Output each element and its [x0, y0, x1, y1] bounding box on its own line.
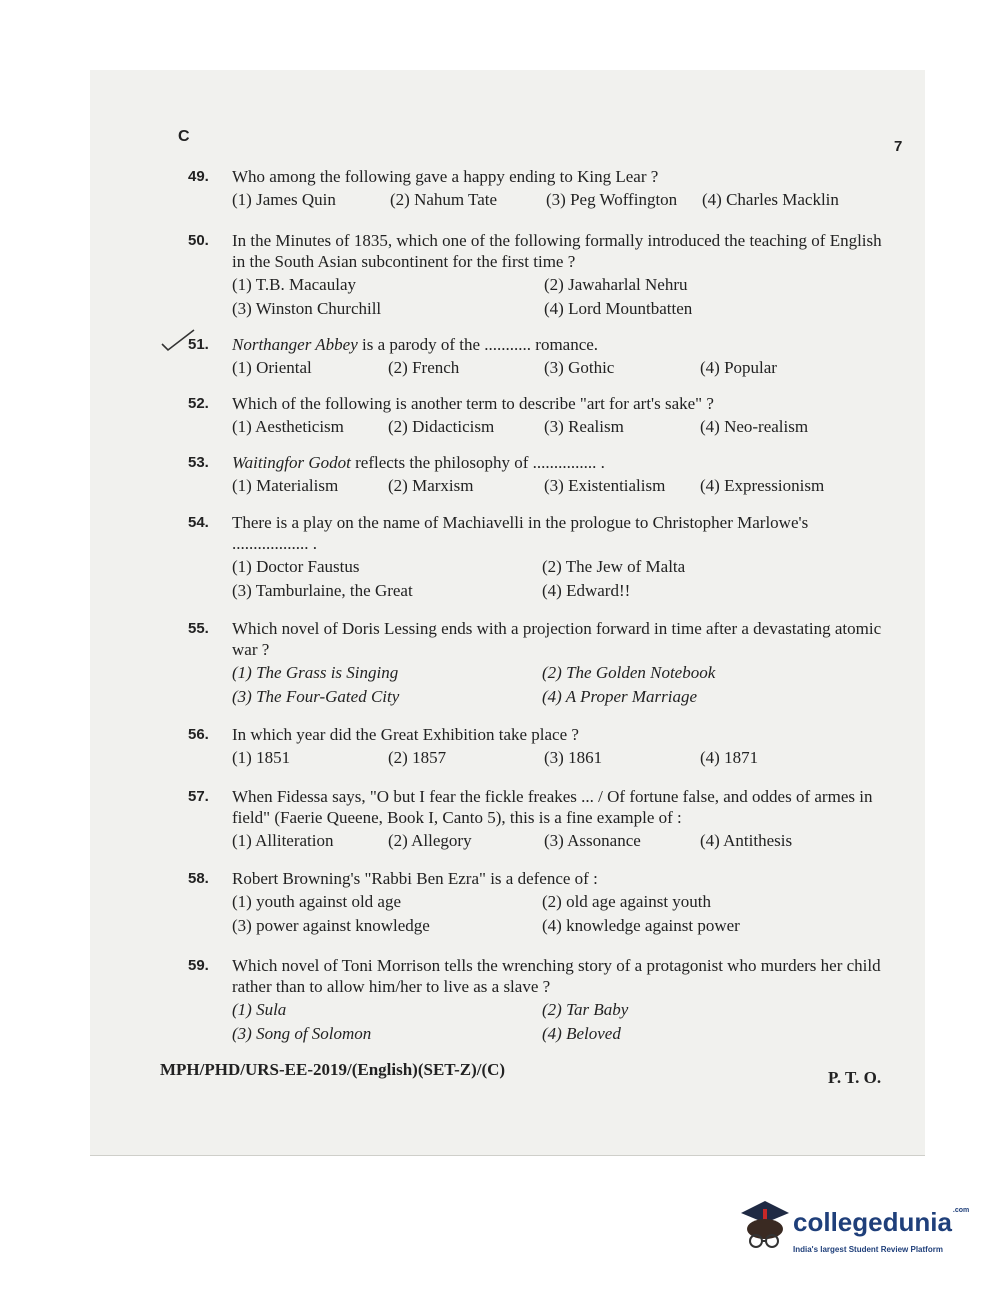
options-row — [232, 828, 888, 852]
question-text: Northanger Abbey is a parody of the ........... romance. — [232, 335, 599, 354]
options-row — [232, 1021, 888, 1045]
option: (2) Didacticism — [388, 417, 495, 436]
option: (1) youth against old age — [232, 892, 402, 911]
option: (1) Doctor Faustus — [232, 557, 360, 576]
option: (4) Antithesis — [700, 831, 793, 850]
set-label: C — [178, 128, 190, 145]
options-row — [232, 355, 888, 379]
logo-tagline: India's largest Student Review Platform — [793, 1245, 943, 1254]
options-row — [232, 187, 888, 211]
options-row — [232, 660, 888, 684]
question-text: Waitingfor Godot reflects the philosophy of ............... . — [232, 453, 605, 472]
option: (4) Popular — [700, 358, 777, 377]
question-58 — [188, 868, 888, 937]
options-row — [232, 554, 888, 578]
option: (1) Alliteration — [232, 831, 334, 850]
option: (2) French — [388, 358, 460, 377]
options-row — [232, 473, 888, 497]
option: (4) Beloved — [542, 1024, 621, 1043]
option: (2) The Jew of Malta — [542, 557, 686, 576]
option: (3) Realism — [544, 417, 624, 436]
question-number: 55. — [188, 620, 209, 637]
option: (1) James Quin — [232, 190, 336, 209]
question-number: 59. — [188, 957, 209, 974]
option: (3) Winston Churchill — [232, 299, 382, 318]
paper-code: MPH/PHD/URS-EE-2019/(English)(SET-Z)/(C) — [160, 1060, 506, 1079]
question-number: 52. — [188, 395, 209, 412]
option: (3) Song of Solomon — [232, 1024, 372, 1043]
option: (3) Existentialism — [544, 476, 666, 495]
question-50 — [188, 230, 888, 320]
question-number: 57. — [188, 788, 209, 805]
options-row — [232, 578, 888, 602]
option: (1) T.B. Macaulay — [232, 275, 356, 294]
option: (3) Gothic — [544, 358, 615, 377]
options-row — [232, 997, 888, 1021]
option: (3) 1861 — [544, 748, 603, 767]
question-55 — [188, 618, 888, 708]
question-number: 58. — [188, 870, 209, 887]
option: (1) Sula — [232, 1000, 287, 1019]
option: (2) old age against youth — [542, 892, 712, 911]
options-row — [232, 913, 888, 937]
logo-wordmark: collegedunia$^{.com}$ — [793, 1207, 970, 1237]
options-row — [232, 414, 888, 438]
question-text: Which novel of Toni Morrison tells the wrenching story of a protagonist who murders her child rather than to allow him/her to live as a slave ? — [232, 956, 881, 996]
option: (2) The Golden Notebook — [542, 663, 716, 682]
option: (1) Materialism — [232, 476, 339, 495]
question-number: 56. — [188, 726, 209, 743]
question-51 — [188, 334, 888, 379]
question-text: Who among the following gave a happy ending to King Lear ? — [232, 167, 659, 186]
option: (3) Assonance — [544, 831, 641, 850]
question-49 — [188, 166, 888, 211]
question-text: In the Minutes of 1835, which one of the following formally introduced the teaching of English in the South Asian subcontinent for the first time ? — [232, 231, 882, 271]
option: (4) knowledge against power — [542, 916, 740, 935]
question-number: 51. — [188, 336, 209, 353]
collegedunia-logo — [735, 1195, 970, 1265]
question-number: 49. — [188, 168, 209, 185]
question-text: There is a play on the name of Machiavelli in the prologue to Christopher Marlowe's .................. . — [232, 513, 809, 553]
option: (2) Jawaharlal Nehru — [544, 275, 688, 294]
option: (3) Peg Woffington — [546, 190, 678, 209]
question-text: In which year did the Great Exhibition take place ? — [232, 725, 579, 744]
question-text: Robert Browning's "Rabbi Ben Ezra" is a defence of : — [232, 869, 598, 888]
work-title: Waitingfor Godot — [232, 453, 351, 472]
option: (4) Edward!! — [542, 581, 631, 600]
option: (4) 1871 — [700, 748, 759, 767]
option: (2) Nahum Tate — [390, 190, 498, 209]
option: (4) Lord Mountbatten — [544, 299, 693, 318]
options-row — [232, 296, 888, 320]
please-turn-over: P. T. O. — [828, 1068, 882, 1087]
option: (4) Neo-realism — [700, 417, 809, 436]
option: (3) The Four-Gated City — [232, 687, 400, 706]
options-row — [232, 889, 888, 913]
question-text: When Fidessa says, "O but I fear the fickle freakes ... / Of fortune false, and oddes of armes in field" (Faerie Queene, Book I, Canto 5), this is a fine example of : — [232, 787, 873, 827]
question-number: 50. — [188, 232, 209, 249]
question-number: 54. — [188, 514, 209, 531]
option: (4) Charles Macklin — [702, 190, 839, 209]
work-title: Northanger Abbey — [232, 335, 358, 354]
option: (4) Expressionism — [700, 476, 825, 495]
option: (2) Tar Baby — [542, 1000, 629, 1019]
question-text: Which of the following is another term to describe "art for art's sake" ? — [232, 394, 714, 413]
question-text: Which novel of Doris Lessing ends with a projection forward in time after a devastating atomic war ? — [232, 619, 882, 659]
option: (1) 1851 — [232, 748, 291, 767]
options-row — [232, 745, 888, 769]
question-54 — [188, 512, 888, 602]
option: (1) Aestheticism — [232, 417, 344, 436]
option: (2) Marxism — [388, 476, 474, 495]
question-53 — [188, 452, 888, 497]
question-59 — [188, 955, 888, 1045]
question-57 — [188, 786, 888, 852]
question-number: 53. — [188, 454, 209, 471]
option: (4) A Proper Marriage — [542, 687, 698, 706]
options-row — [232, 272, 888, 296]
options-row — [232, 684, 888, 708]
option: (1) Oriental — [232, 358, 312, 377]
question-56 — [188, 724, 888, 769]
mascot-icon — [735, 1195, 793, 1263]
question-52 — [188, 393, 888, 438]
option: (1) The Grass is Singing — [232, 663, 399, 682]
option: (2) Allegory — [388, 831, 472, 850]
option: (3) power against knowledge — [232, 916, 430, 935]
option: (2) 1857 — [388, 748, 447, 767]
page-number: 7 — [894, 138, 903, 155]
option: (3) Tamburlaine, the Great — [232, 581, 413, 600]
